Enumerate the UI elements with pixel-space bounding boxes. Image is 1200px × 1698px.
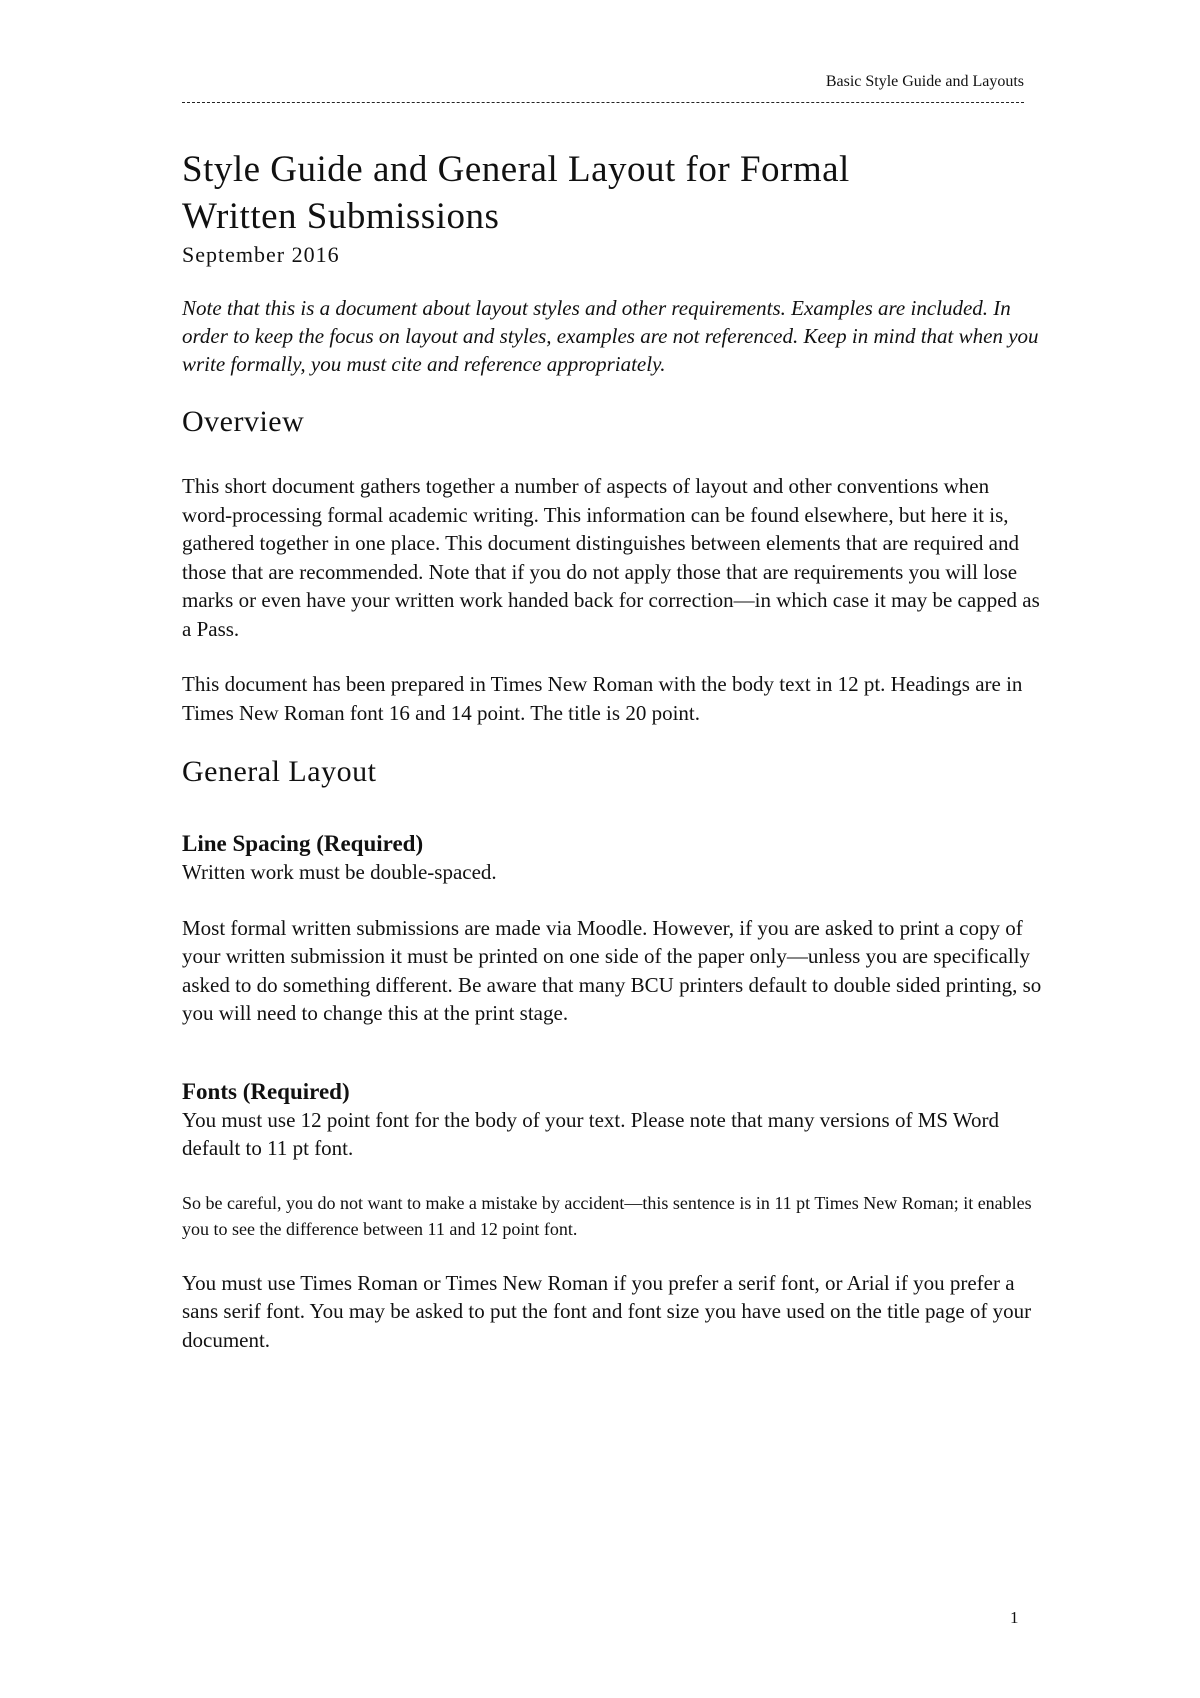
- overview-heading: Overview: [182, 405, 305, 438]
- document-title-line-2: Written Submissions: [182, 196, 500, 237]
- overview-paragraph-2: This document has been prepared in Times New Roman with the body text in 12 pt. Headings are in Times New Roman font 16 and 14 point. The title is 20 point.: [182, 672, 1023, 725]
- document-body: [182, 146, 1042, 1381]
- running-header: Basic Style Guide and Layouts: [825, 73, 1024, 90]
- document-title: [182, 146, 1042, 240]
- document-title-line-1: Style Guide and General Layout for Formal: [182, 149, 850, 190]
- header-divider: [182, 102, 1024, 103]
- fonts-paragraph-1: You must use 12 point font for the body of your text. Please note that many versions of MS Word default to 11 pt font.: [182, 1107, 1000, 1160]
- line-spacing-paragraph-1: Written work must be double-spaced.: [182, 860, 497, 884]
- line-spacing-paragraph-2: Most formal written submissions are made via Moodle. However, if you are asked to print a copy of your written submission it must be printed on one side of the paper only—unless you are specifically asked to do something different. Be aware that many BCU printers default to double sided printing, so you will need to change this at the print stage.: [182, 915, 1042, 1025]
- fonts-heading: Fonts (Required): [182, 1078, 350, 1104]
- intro-note: Note that this is a document about layout styles and other requirements. Examples are included. In order to keep the focus on layout and styles, examples are not referenced. Keep in mind that when you write formally, you must cite and reference appropriately.: [182, 296, 1039, 376]
- general-layout-heading: General Layout: [182, 755, 377, 788]
- document-date: September 2016: [182, 242, 340, 267]
- page-number: 1: [1010, 1608, 1019, 1627]
- fonts-small-paragraph: So be careful, you do not want to make a mistake by accident—this sentence is in 11 pt Times New Roman; it enables you to see the difference between 11 and 12 point font.: [182, 1192, 1032, 1239]
- fonts-paragraph-2: You must use Times Roman or Times New Roman if you prefer a serif font, or Arial if you prefer a sans serif font. You may be asked to put the font and font size you have used on the title page of your document.: [182, 1270, 1032, 1352]
- line-spacing-heading: Line Spacing (Required): [182, 831, 424, 856]
- overview-paragraph-1: This short document gathers together a number of aspects of layout and other conventions when word-processing formal academic writing. This information can be found elsewhere, but here it is, gathered together in one place. This document distinguishes between elements that are required and those that are recommended. Note that if you do not apply those that are requirements you will lose marks or even have your written work handed back for correction—in which case it may be capped as a Pass.: [182, 474, 1040, 641]
